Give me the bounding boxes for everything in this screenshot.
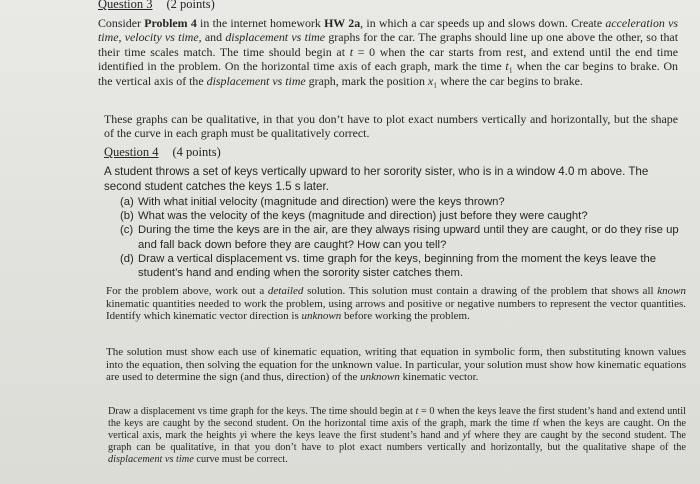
subquestion-c xyxy=(120,223,680,251)
question-4-graph-instructions: Draw a displacement vs time graph for the keys. The time should begin at t = 0 when the keys leave the first student’s hand and extend until the keys are caught by the second student. On the horizontal time axis of the graph, mark the time tf when the keys are caught. On the vertical axis, mark the heights yi where the keys leave the first student’s hand and yf where they are caught by the second student. The graph can be qualitative, in that you don’t have to plot exact numbers vertically and horizontally, but the qualitative shape of the displacement vs time curve must be correct. xyxy=(108,406,686,465)
question-3-points: (2 points) xyxy=(166,0,215,11)
question-4-points: (4 points) xyxy=(172,145,221,159)
question-3-paragraph-2: These graphs can be qualitative, in that you don’t have to plot exact numbers vertically and horizontally, but the shape of the curve in each graph must be qualitatively correct. xyxy=(104,112,678,141)
subquestion-label: (d) xyxy=(120,252,134,265)
question-4-intro: A student throws a set of keys vertically upward to her sorority sister, who is in a window 4.0 m above. The second student catches the keys 1.5 s later. xyxy=(104,165,649,193)
question-4-label: Question 4 xyxy=(104,145,159,159)
question-4-solution-instructions: For the problem above, work out a detailed solution. This solution must contain a drawing of the problem that shows all known kinematic quantities needed to work the problem, using arrows and positive or negative numbers to represent the vector quantities. Identify which kinematic vector direction is unknown before working the problem. xyxy=(106,285,686,323)
subquestion-text: With what initial velocity (magnitude and direction) were the keys thrown? xyxy=(138,196,505,208)
subquestion-text: What was the velocity of the keys (magnitude and direction) just before they were caught? xyxy=(138,210,588,223)
subquestion-label: (b) xyxy=(120,210,134,223)
question-4-equation-instructions: The solution must show each use of kinematic equation, writing that equation in symbolic form, then substituting known values into the equation, then solving the equation for the unknown value. In particular, your solution must show how kinematic equations are used to determine the sign (and thus, direction) of the unknown kinematic vector. xyxy=(106,346,686,384)
question-3-label: Question 3 xyxy=(98,0,153,11)
question-4-header xyxy=(104,145,221,160)
question-3-paragraph-1: Consider Problem 4 in the internet homework HW 2a, in which a car speeds up and slows down. Create acceleration vs time, velocity vs time, and displacement vs time graphs for the car. The graphs should line up one above the other, so that their time scales match. The time should begin at t = 0 when the car starts from rest, and extend until the end time identified in the problem. On the horizontal time axis of each graph, mark the time t₁ when the car begins to brake. On the vertical axis of the displacement vs time graph, mark the position x₁ where the car begins to brake. xyxy=(98,16,679,88)
subquestion-label: (c) xyxy=(120,224,134,237)
subquestion-label: (a) xyxy=(120,196,134,208)
subquestion-a xyxy=(120,195,680,209)
subquestion-d xyxy=(120,252,680,280)
subquestion-b xyxy=(120,209,680,223)
question-4-subquestions xyxy=(120,195,680,280)
subquestion-text: Draw a vertical displacement vs. time graph for the keys, beginning from the moment the keys leave the student’s hand and ending when the sorority sister catches them. xyxy=(138,252,657,280)
subquestion-text: During the time the keys are in the air, are they always rising upward until they are caught, or do they rise up and fall back down before they are caught? How can you tell? xyxy=(138,224,679,251)
question-3-header xyxy=(98,0,215,12)
